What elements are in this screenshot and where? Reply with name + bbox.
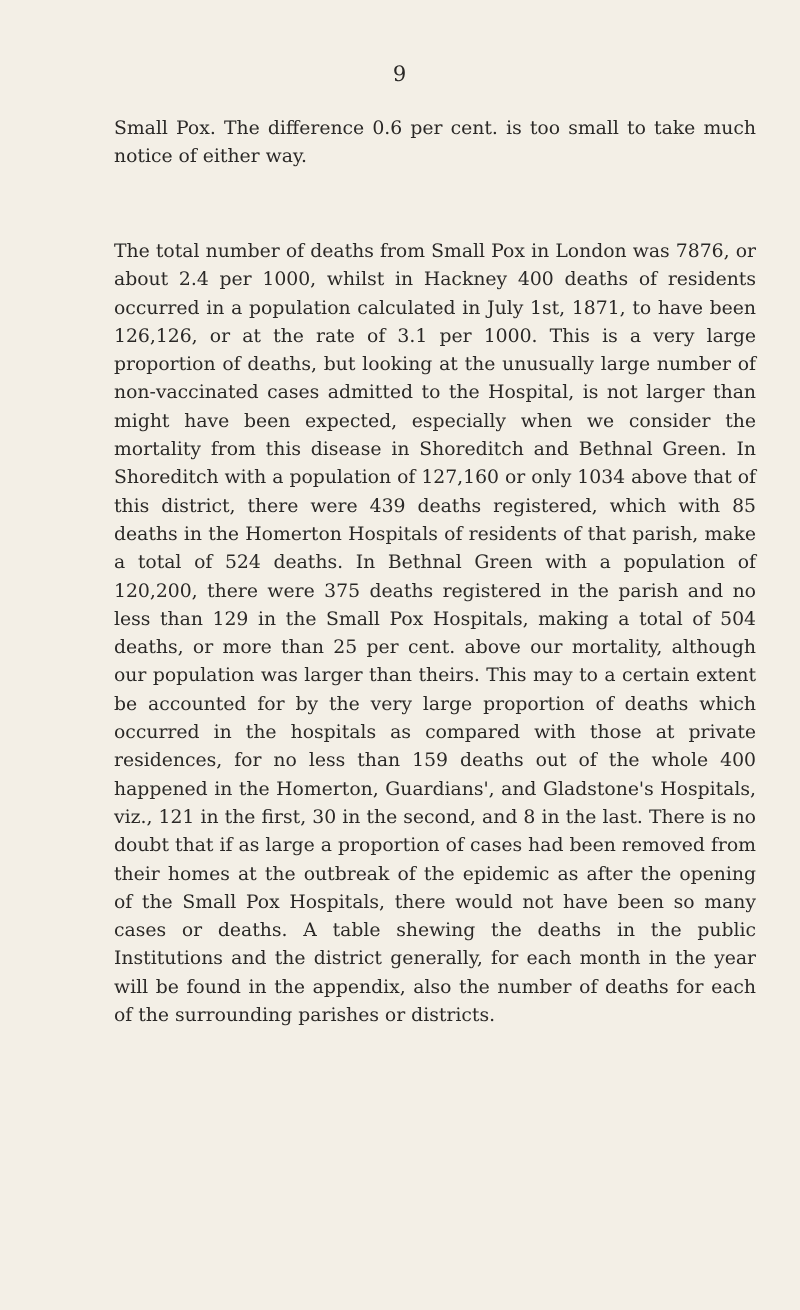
paragraph-small-pox-deaths bbox=[114, 238, 756, 1030]
paragraph-text: Small Pox. The difference 0.6 per cent. is too small to take much notice of either way. bbox=[114, 118, 756, 168]
page-number: 9 bbox=[392, 62, 408, 86]
paragraph-text: The total number of deaths from Small Pox in London was 7876, or about 2.4 per 1000, whilst in Hackney 400 deaths of residents occurred in a population calculated in July 1st, 1871, to have been 126,126, or at the rate of 3.1 per 1000. This is a very large proportion of deaths, but looking at the unusually large number of non-vaccinated cases admitted to the Hospital, is not larger than might have been expected, especially when we consider the mortality from this disease in Shoreditch and Bethnal Green. In Shoreditch with a population of 127,160 or only 1034 above that of this district, there were 439 deaths registered, which with 85 deaths in the Homerton Hospitals of residents of that parish, make a total of 524 deaths. In Bethnal Green with a population of 120,200, there were 375 deaths registered in the parish and no less than 129 in the Small Pox Hospitals, making a total of 504 deaths, or more than 25 per cent. above our mortality, although our population was larger than theirs. This may to a certain extent be accounted for by the very large proportion of deaths which occurred in the hospitals as compared with those at private residences, for no less than 159 deaths out of the whole 400 happened in the Homerton, Guardians', and Gladstone's Hospitals, viz., 121 in the first, 30 in the second, and 8 in the last. There is no doubt that if as large a proportion of cases had been removed from their homes at the outbreak of the epidemic as after the opening of the Small Pox Hospitals, there would not have been so many cases or deaths. A table shewing the deaths in the public Institutions and the district generally, for each month in the year will be found in the appendix, also the number of deaths for each of the surrounding parishes or districts. bbox=[114, 241, 756, 1027]
paragraph-small-pox-difference bbox=[114, 115, 756, 172]
